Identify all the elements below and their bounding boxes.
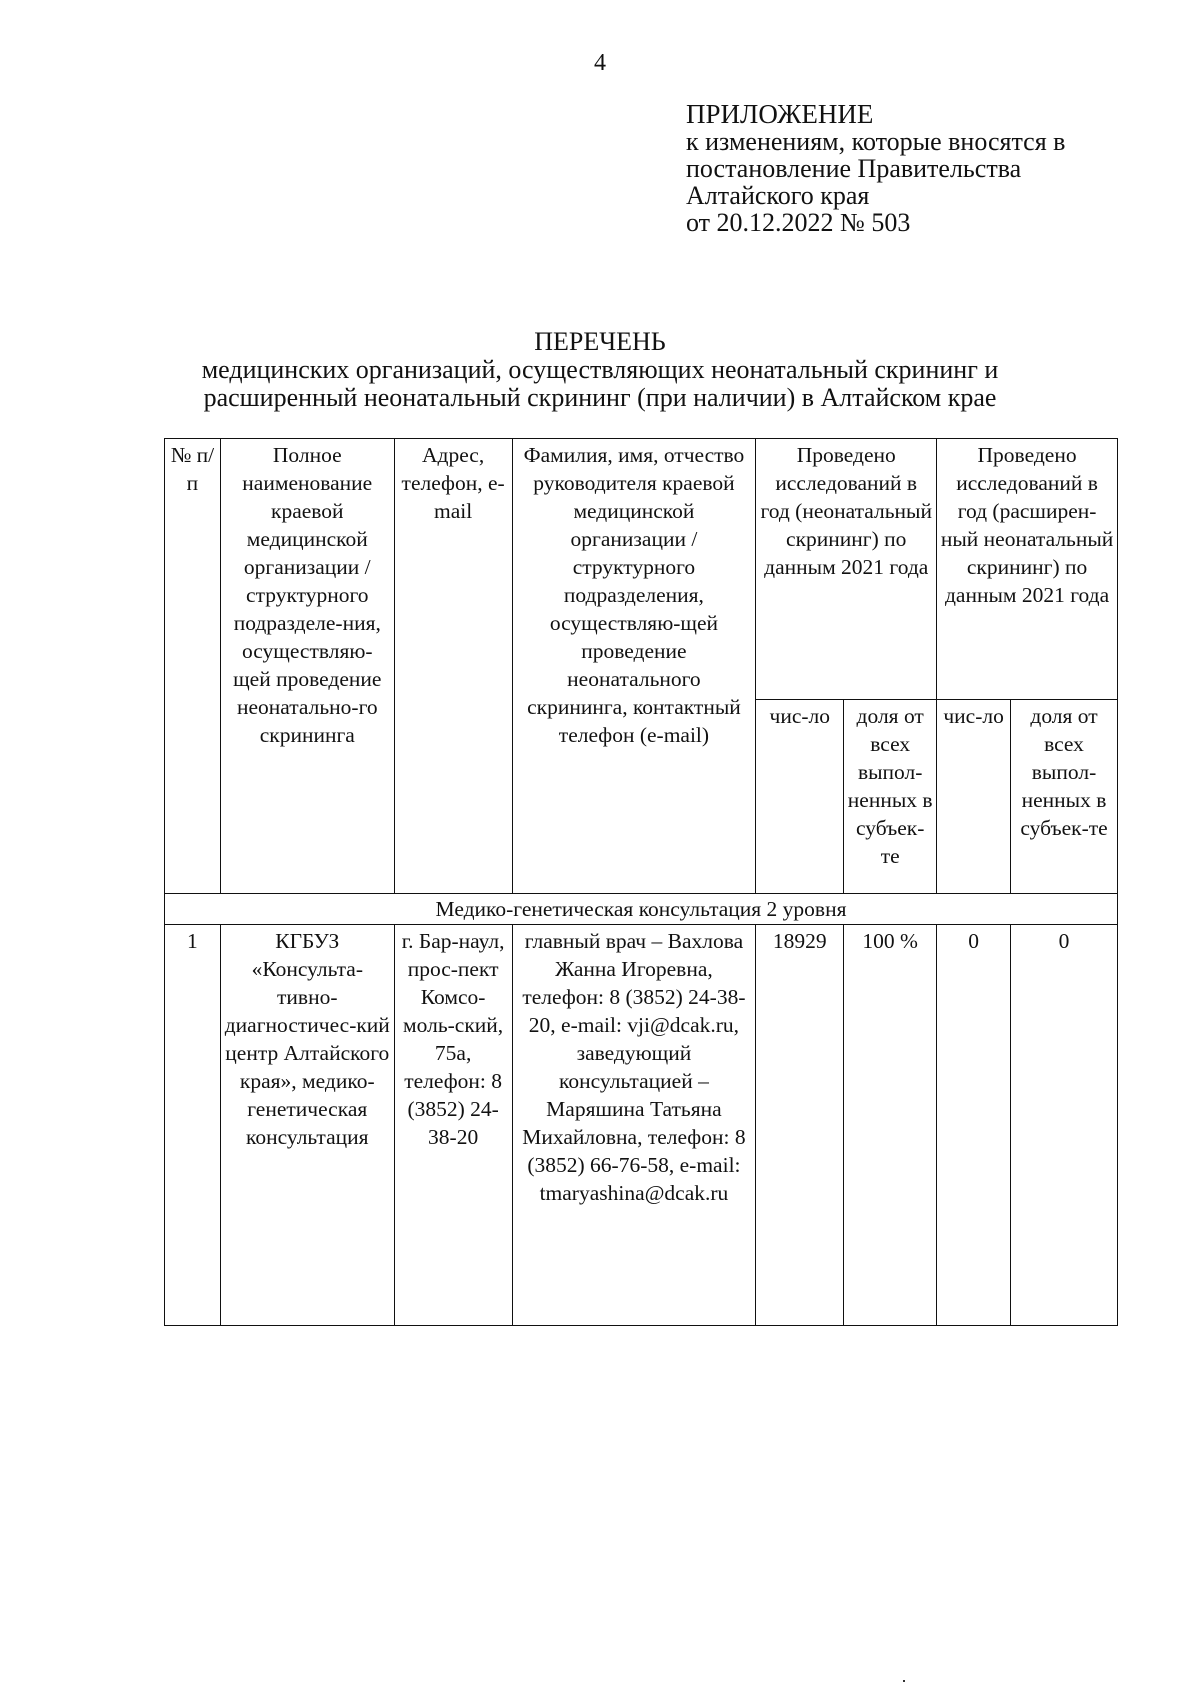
appendix-block xyxy=(686,101,1065,236)
cell-neo-share: 100 % xyxy=(844,925,937,1326)
section-title: Медико-генетическая консультация 2 уровня xyxy=(165,894,1118,925)
header-ext-count: чис-ло xyxy=(937,700,1011,894)
heading-title: ПЕРЕЧЕНЬ xyxy=(534,327,666,356)
header-name: Полное наименование краевой медицинской организации / структурного подразделе-ния, осуществляю-щей проведение неонатально-го скрининга xyxy=(220,439,394,894)
cell-num: 1 xyxy=(165,925,221,1326)
header-head: Фамилия, имя, отчество руководителя краевой медицинской организации / структурного подразделения, осуществляю-щей проведение неонатального скрининга, контактный телефон (e-mail) xyxy=(512,439,756,894)
section-row xyxy=(165,894,1118,925)
organizations-table xyxy=(164,438,1118,1326)
scan-speck xyxy=(903,1680,905,1682)
header-num: № п/п xyxy=(165,439,221,894)
header-extended: Проведено исследований в год (расширен-ный неонатальный скрининг) по данным 2021 года xyxy=(937,439,1118,700)
cell-neo-count: 18929 xyxy=(756,925,844,1326)
cell-head: главный врач – Вахлова Жанна Игоревна, телефон: 8 (3852) 24-38-20, e-mail: vji@dcak.ru, заведующий консультацией – Маряшина Татьяна Михайловна, телефон: 8 (3852) 66-76-58, e-mail: tmaryashina@dcak.ru xyxy=(512,925,756,1326)
appendix-line: постановление Правительства xyxy=(686,154,1022,183)
appendix-title: ПРИЛОЖЕНИЕ xyxy=(686,99,874,129)
header-ext-share: доля от всех выпол-ненных в субъек-те xyxy=(1011,700,1118,894)
heading-line: медицинских организаций, осуществляющих неонатальный скрининг и xyxy=(201,355,999,384)
appendix-line: к изменениям, которые вносятся в xyxy=(686,127,1066,156)
table-row xyxy=(165,925,1118,1326)
appendix-date: от 20.12.2022 № 503 xyxy=(686,208,911,237)
header-neo-share: доля от всех выпол-ненных в субъек-те xyxy=(844,700,937,894)
header-neo-count: чис-ло xyxy=(756,700,844,894)
heading-line: расширенный неонатальный скрининг (при наличии) в Алтайском крае xyxy=(203,383,997,412)
header-neonatal: Проведено исследований в год (неонатальный скрининг) по данным 2021 года xyxy=(756,439,937,700)
page-number: 4 xyxy=(594,50,606,76)
appendix-line: Алтайского края xyxy=(686,181,870,210)
header-address: Адрес, телефон, e-mail xyxy=(394,439,512,894)
cell-address: г. Бар-наул, прос-пект Комсо-моль-ский, 75а, телефон: 8 (3852) 24-38-20 xyxy=(394,925,512,1326)
document-heading xyxy=(0,328,1200,412)
cell-ext-count: 0 xyxy=(937,925,1011,1326)
cell-ext-share: 0 xyxy=(1011,925,1118,1326)
cell-name: КГБУЗ «Консульта-тивно-диагностичес-кий центр Алтайского края», медико-генетическая консультация xyxy=(220,925,394,1326)
table-header-row xyxy=(165,439,1118,700)
